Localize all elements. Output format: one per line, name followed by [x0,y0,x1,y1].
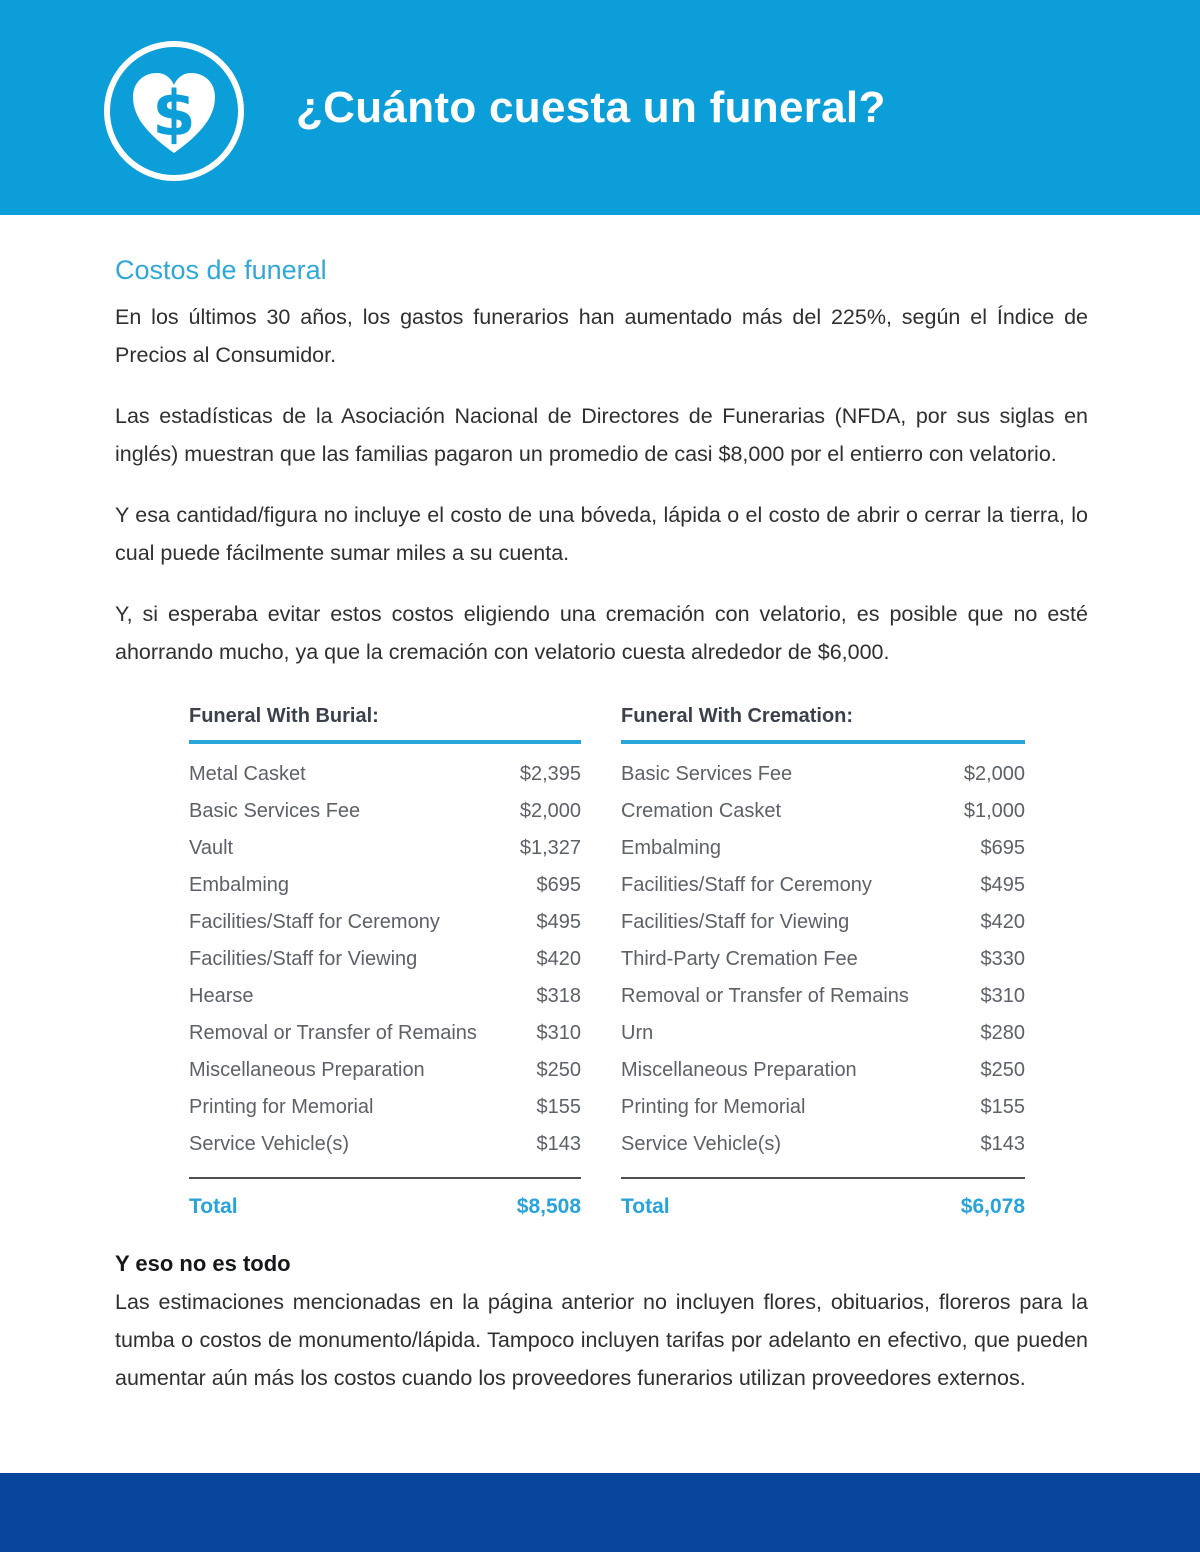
item-value: $280 [980,1022,1025,1044]
item-value: $310 [980,985,1025,1007]
cremation-total-row [621,1177,1025,1219]
total-label: Total [621,1195,670,1218]
item-label: Printing for Memorial [621,1096,806,1118]
item-value: $250 [536,1059,581,1081]
footer-bar [0,1473,1200,1552]
item-value: $1,327 [519,837,581,859]
item-value: $420 [536,948,581,970]
item-label: Vault [189,837,234,859]
item-value: $310 [536,1022,581,1044]
item-label: Hearse [189,985,254,1007]
item-value: $318 [536,985,581,1007]
table-row [189,1126,581,1163]
item-label: Basic Services Fee [189,800,361,822]
table-row [621,1126,1025,1163]
table-row [621,904,1025,941]
item-value: $2,000 [519,800,581,822]
item-label: Facilities/Staff for Viewing [189,948,418,970]
item-value: $155 [980,1096,1025,1118]
item-value: $2,395 [519,763,581,785]
item-label: Facilities/Staff for Viewing [621,911,850,933]
item-label: Removal or Transfer of Remains [621,985,909,1007]
table-row [189,756,581,793]
item-label: Printing for Memorial [189,1096,374,1118]
item-label: Miscellaneous Preparation [621,1059,857,1081]
burial-table-title: Funeral With Burial: [189,705,581,744]
table-row [621,1089,1025,1126]
table-row [621,941,1025,978]
paragraph-nfda: Las estadísticas de la Asociación Nacional de Directores de Funerarias (NFDA, por sus siglas en inglés) muestran que las familias pagaron un promedio de casi $8,000 por el entierro con velatorio. [115,404,1088,466]
table-row [189,1015,581,1052]
item-value: $2,000 [963,763,1025,785]
table-row [621,793,1025,830]
item-label: Service Vehicle(s) [621,1133,782,1155]
item-label: Service Vehicle(s) [189,1133,350,1155]
table-row [189,941,581,978]
table-row [189,1089,581,1126]
item-label: Basic Services Fee [621,763,793,785]
item-label: Third-Party Cremation Fee [621,948,858,970]
table-row [621,1015,1025,1052]
item-value: $695 [536,874,581,896]
paragraph-vault-costs: Y esa cantidad/figura no incluye el costo de una bóveda, lápida o el costo de abrir o cerrar la tierra, lo cual puede fácilmente sumar miles a su cuenta. [115,503,1088,565]
item-label: Urn [621,1022,654,1044]
outro-heading: Y eso no es todo [115,1251,291,1276]
dollar-glyph: $ [152,76,196,150]
header-banner [0,0,1200,215]
table-row [189,867,581,904]
table-row [621,830,1025,867]
item-label: Embalming [621,837,722,859]
item-value: $330 [980,948,1025,970]
item-label: Facilities/Staff for Ceremony [621,874,872,896]
section-heading: Costos de funeral [115,255,327,285]
total-value: $8,508 [516,1195,581,1218]
table-row [621,978,1025,1015]
cost-tables [189,705,1088,1219]
item-label: Cremation Casket [621,800,782,822]
table-row [189,1052,581,1089]
table-row [621,867,1025,904]
table-row [189,793,581,830]
item-value: $143 [536,1133,581,1155]
item-label: Miscellaneous Preparation [189,1059,425,1081]
item-value: $155 [536,1096,581,1118]
burial-table [189,705,581,1219]
item-value: $143 [980,1133,1025,1155]
item-value: $495 [536,911,581,933]
item-value: $250 [980,1059,1025,1081]
item-label: Facilities/Staff for Ceremony [189,911,440,933]
cremation-table-rows [621,756,1025,1163]
main-content [0,215,1200,1397]
item-value: $495 [980,874,1025,896]
table-row [621,1052,1025,1089]
table-row [621,756,1025,793]
cremation-table-title: Funeral With Cremation: [621,705,1025,744]
item-label: Removal or Transfer of Remains [189,1022,477,1044]
item-value: $1,000 [963,800,1025,822]
paragraph-cpi: En los últimos 30 años, los gastos funerarios han aumentado más del 225%, según el Índice de Precios al Consumidor. [115,305,1088,367]
cremation-table [621,705,1025,1219]
outro-paragraph: Las estimaciones mencionadas en la página anterior no incluyen flores, obituarios, floreros para la tumba o costos de monumento/lápida. Tampoco incluyen tarifas por adelanto en efectivo, que pueden aumentar aún más los costos cuando los proveedores funerarios utilizan proveedores externos. [115,1290,1088,1390]
item-value: $420 [980,911,1025,933]
burial-total-row [189,1177,581,1219]
paragraph-cremation-costs: Y, si esperaba evitar estos costos eligiendo una cremación con velatorio, es posible que no esté ahorrando mucho, ya que la cremación con velatorio cuesta alrededor de $6,000. [115,602,1088,664]
item-label: Metal Casket [189,763,306,785]
total-value: $6,078 [960,1195,1025,1218]
broken-heart-dollar-icon [100,37,248,185]
table-row [189,978,581,1015]
burial-table-rows [189,756,581,1163]
table-row [189,904,581,941]
item-label: Embalming [189,874,290,896]
item-value: $695 [980,837,1025,859]
page-title: ¿Cuánto cuesta un funeral? [296,82,886,132]
table-row [189,830,581,867]
total-label: Total [189,1195,238,1218]
